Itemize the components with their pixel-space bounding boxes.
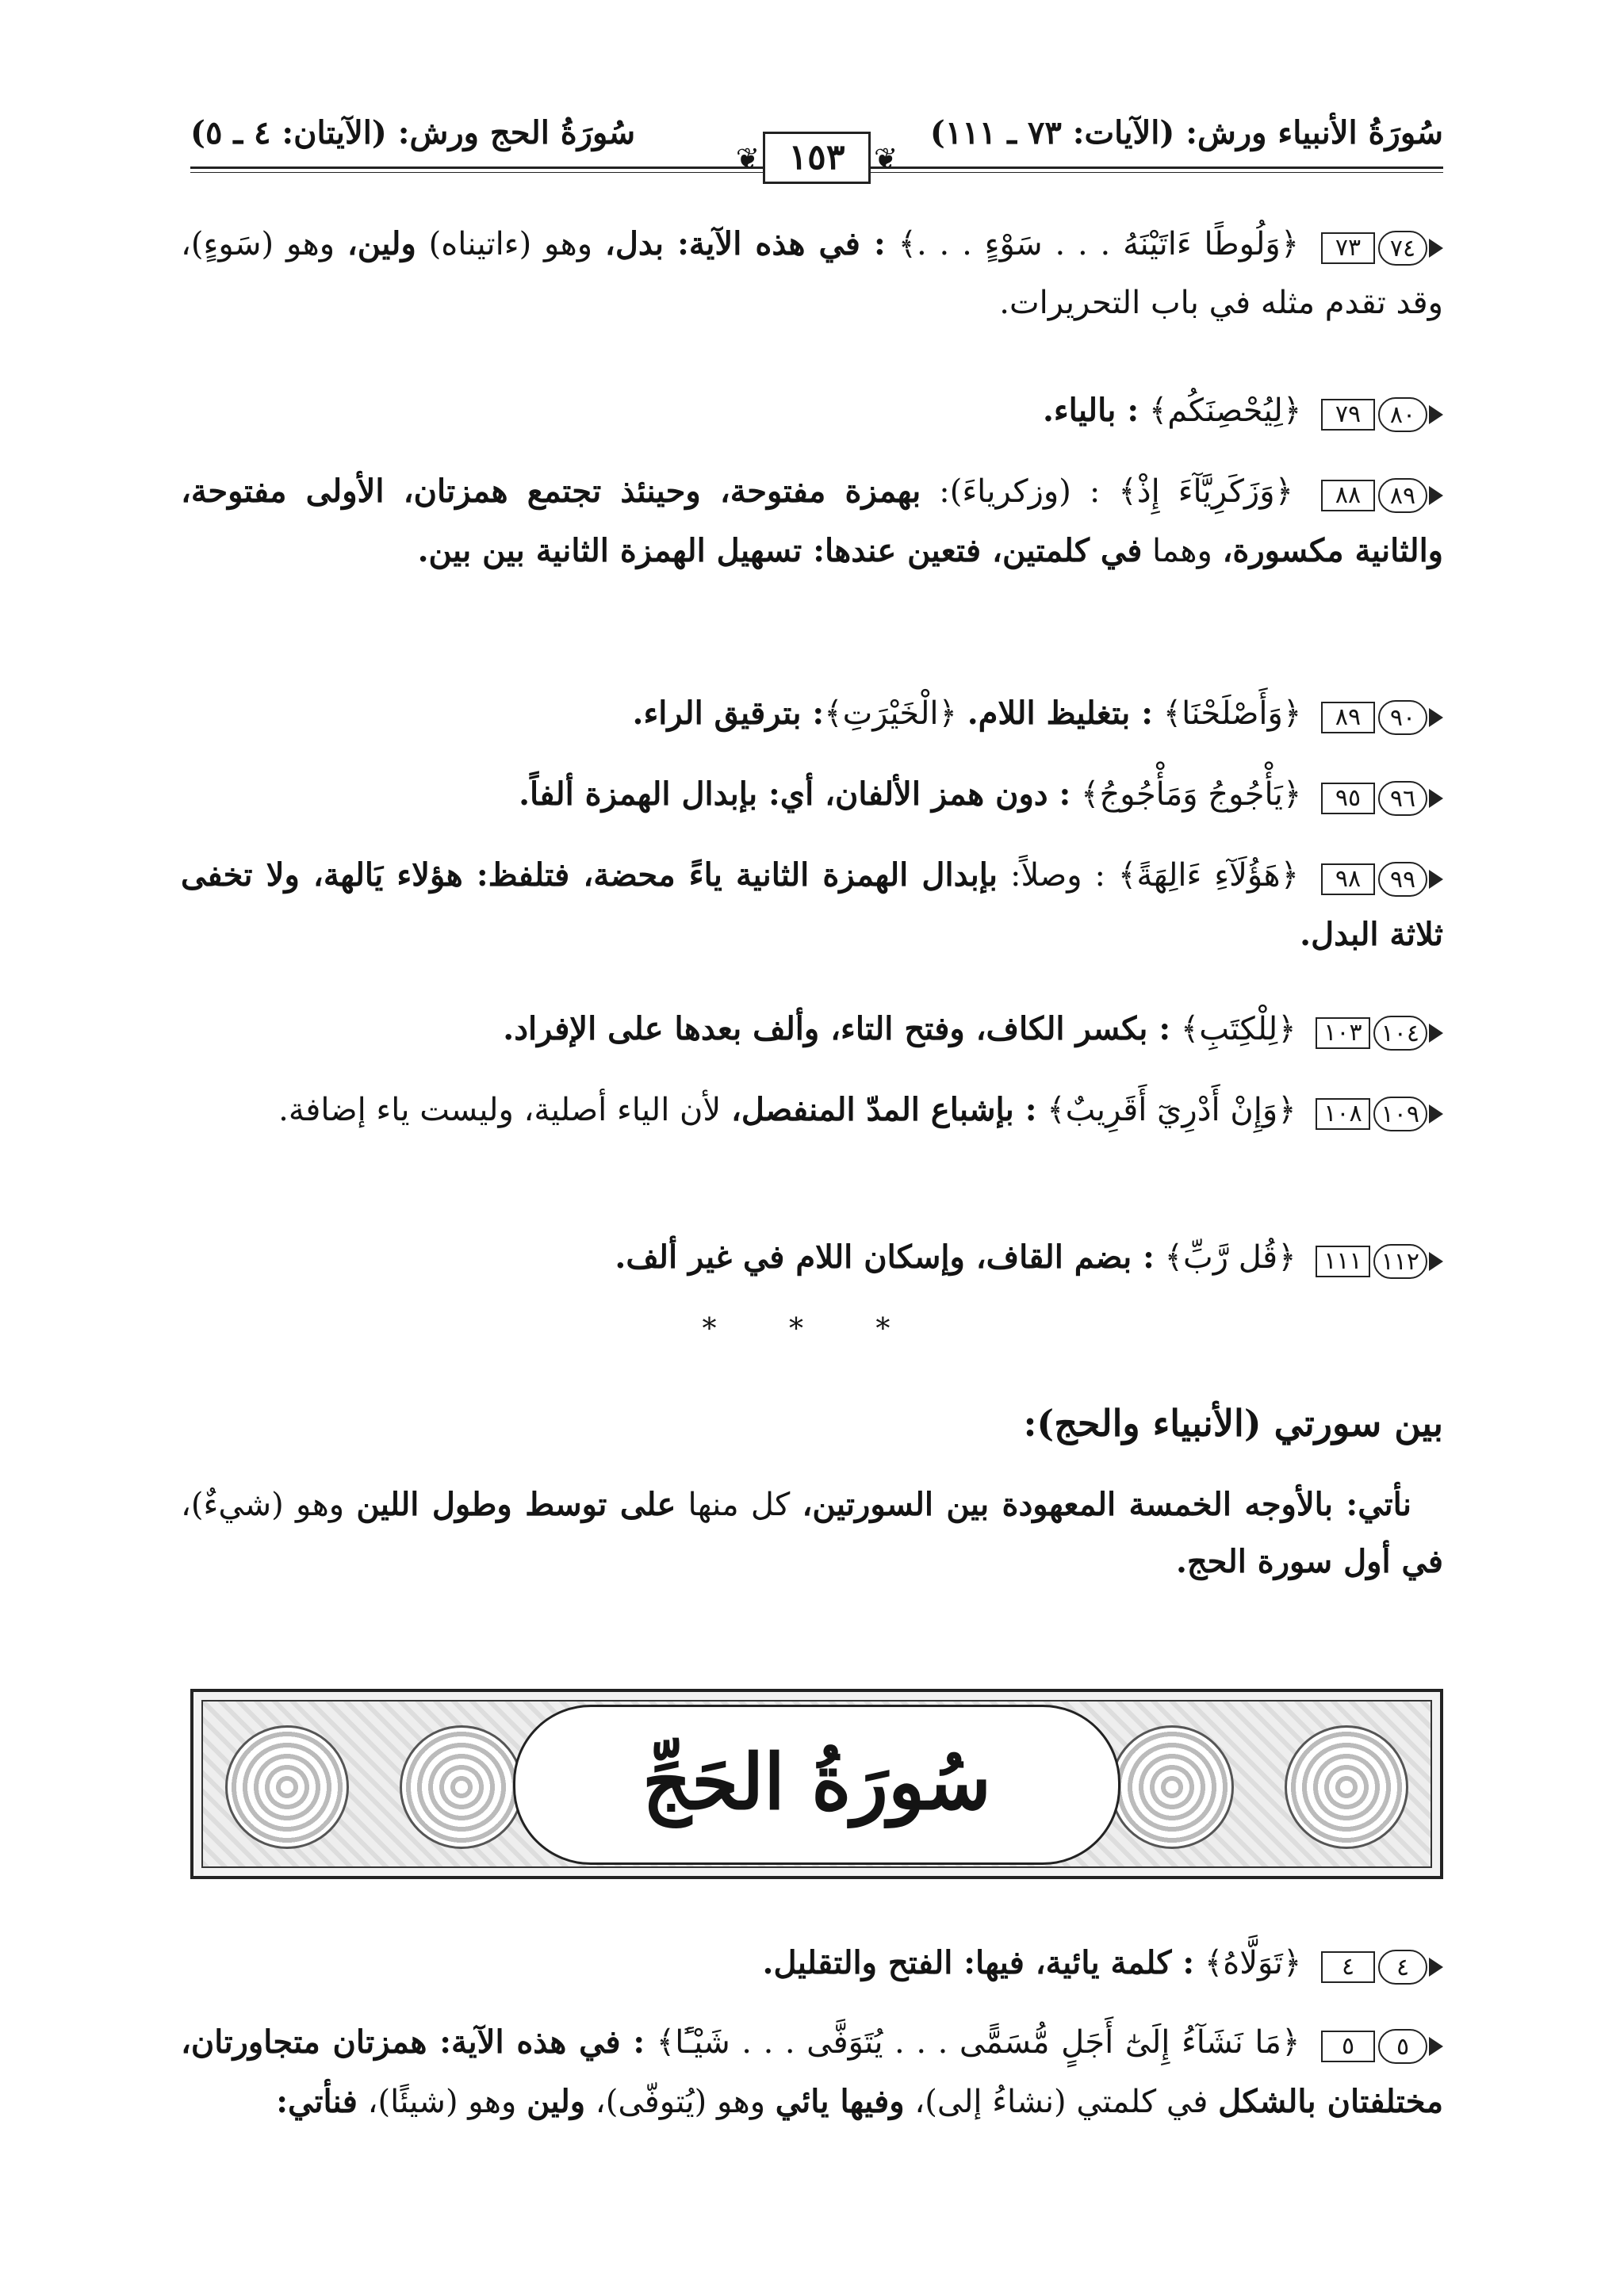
verse-badge: ٤٤ — [1321, 1937, 1443, 1993]
verse-badge: ١٠٤١٠٣ — [1316, 1003, 1443, 1059]
pointer-icon — [1429, 1104, 1443, 1124]
arabesque-ornament-icon — [1110, 1725, 1234, 1849]
entry-89: ٨٩٨٨ ﴿وَزَكَرِيَّآءَ إِذْ﴾ : (وزكرياءَ): بهمزة مفتوحة، وحينئذ تجتمع همزتان، الأولى مفتوحة، والثانية مكسورة، وهما في كلمتين، فتعين عندها: تسهيل الهمزة الثانية بين بين. — [181, 463, 1443, 580]
entry-96: ٩٦٩٥ ﴿يَأْجُوجُ وَمَأْجُوجُ﴾ : دون همز الألفان، أي: بإبدال الهمزة ألفاً. — [181, 766, 1443, 825]
entry-80: ٨٠٧٩ ﴿لِيُحْصِنَكُم﴾ : بالياء. — [181, 382, 1443, 442]
arabesque-ornament-icon — [225, 1725, 349, 1849]
pointer-icon — [1429, 486, 1443, 505]
quran-text: ﴿وَلُوطًا ءَاتَيْنَهُ . . . سَوْءٍ . . .﴾ — [898, 226, 1300, 262]
surah-title: سُورَةُ الحَجِّ — [513, 1705, 1120, 1865]
page-number: ١٥٣ — [763, 132, 871, 184]
quran-text: ﴿وَزَكَرِيَّآءَ إِذْ﴾ — [1118, 473, 1294, 510]
quran-text: ﴿مَا نَشَآءُ إِلَىٰٓ أَجَلٍ مُّسَمًّى . . . يُتَوَفَّى . . . شَيْـًٔا﴾ — [656, 2024, 1300, 2061]
ornament-icon: ❦ — [874, 143, 898, 175]
quran-text: ﴿لِيُحْصِنَكُم﴾ — [1148, 392, 1302, 429]
entry-109: ١٠٩١٠٨ ﴿وَإِنْ أَدْرِيٓ أَقَرِيبٌ﴾ : بإشباع المدّ المنفصل، لأن الياء أصلية، وليست ياء إضافة. — [181, 1081, 1443, 1141]
verse-badge: ٩٠٨٩ — [1321, 687, 1443, 744]
pointer-icon — [1429, 2037, 1443, 2056]
section-heading: بين سورتي (الأنبياء والحج): — [1023, 1402, 1443, 1445]
entry-hajj-4: ٤٤ ﴿تَوَلَّاهُ﴾ : كلمة يائية، فيها: الفتح والتقليل. — [181, 1935, 1443, 1994]
header-rule-right — [833, 167, 1443, 173]
pointer-icon — [1429, 1024, 1443, 1043]
verse-badge: ٧٤٧٣ — [1321, 218, 1443, 274]
quran-text: ﴿تَوَلَّاهُ﴾ — [1204, 1945, 1302, 1981]
pointer-icon — [1429, 708, 1443, 727]
pointer-icon — [1429, 870, 1443, 889]
quran-text: ﴿وَإِنْ أَدْرِيٓ أَقَرِيبٌ﴾ — [1047, 1092, 1297, 1128]
pointer-icon — [1429, 405, 1443, 424]
entry-112: ١١٢١١١ ﴿قُل رَّبِّ﴾ : بضم القاف، وإسكان اللام في غير ألف. — [181, 1229, 1443, 1288]
pointer-icon — [1429, 1958, 1443, 1977]
arabesque-ornament-icon — [1285, 1725, 1408, 1849]
quran-text: ﴿لِلْكِتَبِ﴾ — [1180, 1011, 1297, 1047]
running-header — [190, 111, 1443, 190]
quran-text: ﴿قُل رَّبِّ﴾ — [1164, 1239, 1297, 1276]
entry-90: ٩٠٨٩ ﴿وَأَصْلَحْنَا﴾ : بتغليظ اللام. ﴿الْخَيْرَتِ﴾: بترقيق الراء. — [181, 685, 1443, 745]
surah-title-banner — [190, 1689, 1443, 1879]
arabesque-ornament-icon — [400, 1725, 523, 1849]
quran-text: ﴿وَأَصْلَحْنَا﴾ — [1162, 695, 1302, 732]
verse-badge: ١٠٩١٠٨ — [1316, 1084, 1443, 1140]
verse-badge: ٥٥ — [1321, 2016, 1443, 2073]
ornament-icon: ❦ — [735, 143, 760, 175]
entry-104: ١٠٤١٠٣ ﴿لِلْكِتَبِ﴾ : بكسر الكاف، وفتح التاء، وألف بعدها على الإفراد. — [181, 1001, 1443, 1060]
entry-hajj-5: ٥٥ ﴿مَا نَشَآءُ إِلَىٰٓ أَجَلٍ مُّسَمًّى . . . يُتَوَفَّى . . . شَيْـًٔا﴾ : في هذه الآية: همزتان متجاورتان، مختلفتان بالشكل في كلمتي (نشاءُ إلى)، وفيها يائي وهو (يُتوفّى)، ولين وهو (شيئًا)، فنأتي: — [181, 2014, 1443, 2130]
header-left-text: سُورَةُ الحج ورش: (الآيتان: ٤ ـ ٥) — [190, 114, 636, 151]
entry-74: ٧٤٧٣ ﴿وَلُوطًا ءَاتَيْنَهُ . . . سَوْءٍ . . .﴾ : في هذه الآية: بدل، وهو (ءاتيناه) ولين، وهو (سَوءٍ)، وقد تقدم مثله في باب التحريرات. — [181, 216, 1443, 331]
separator-stars: * * * — [702, 1313, 922, 1346]
verse-badge: ١١٢١١١ — [1316, 1231, 1443, 1288]
header-right-text: سُورَةُ الأنبياء ورش: (الآيات: ٧٣ ـ ١١١) — [929, 114, 1443, 151]
header-rule-left — [190, 167, 801, 173]
entry-99: ٩٩٩٨ ﴿هَؤُلَآءِ ءَالِهَةً﴾ : وصلاً: بإبدال الهمزة الثانية ياءً محضة، فتلفظ: هؤلاء يَالهة، ولا تخفى ثلاثة البدل. — [181, 847, 1443, 963]
verse-badge: ٨٠٧٩ — [1321, 385, 1443, 441]
verse-badge: ٩٦٩٥ — [1321, 768, 1443, 825]
pointer-icon — [1429, 789, 1443, 808]
quran-text: ﴿يَأْجُوجُ وَمَأْجُوجُ﴾ — [1081, 776, 1302, 813]
quran-text: ﴿هَؤُلَآءِ ءَالِهَةً﴾ — [1117, 857, 1300, 894]
pointer-icon — [1429, 1252, 1443, 1271]
pointer-icon — [1429, 239, 1443, 258]
between-paragraph: نأتي: بالأوجه الخمسة المعهودة بين السورتين، كل منها على توسط وطول اللين وهو (شيءٌ)، في أول سورة الحج. — [181, 1486, 1443, 1581]
verse-badge: ٨٩٨٨ — [1321, 465, 1443, 522]
verse-badge: ٩٩٩٨ — [1321, 849, 1443, 905]
